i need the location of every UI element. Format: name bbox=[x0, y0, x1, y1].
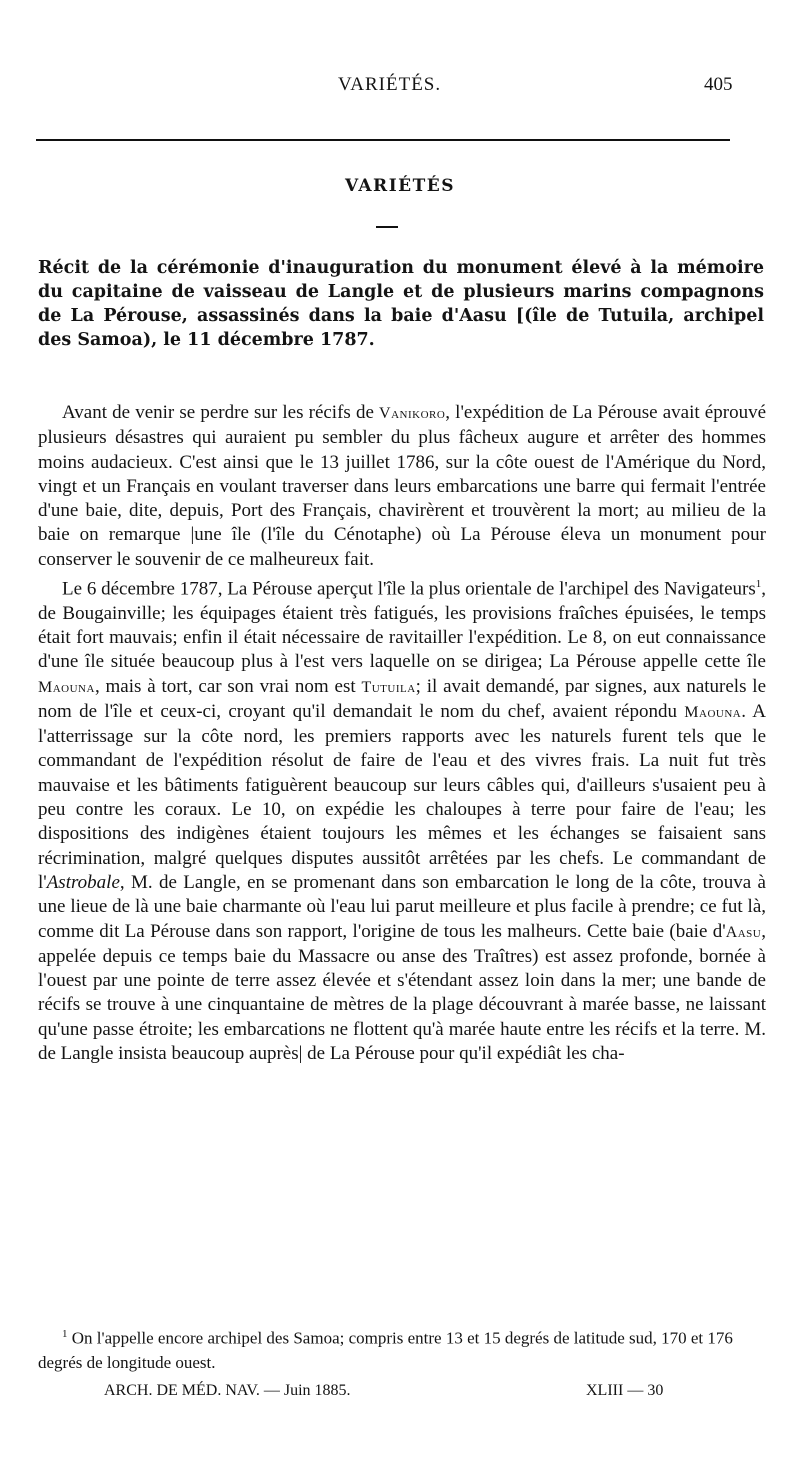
place-name-maouna-2: Maouna bbox=[684, 703, 742, 721]
text-run: , de Bougainville; les équipages étaient très fatigués, les provisions fraîches épuisées, le temps était fort mauvais; enfin il était nécessaire de ravitailler l'expédition. Le 8, on eut connaissance d'une île située beaucoup plus à l'est vers laquelle on se dirigea; La Pérouse appelle cette île bbox=[38, 578, 766, 673]
footnote-mark: 1 bbox=[62, 1328, 68, 1340]
text-run: Avant de venir se perdre sur les récifs de bbox=[62, 402, 380, 423]
text-run: , l'expédition de La Pérouse avait éprouvé plusieurs désastres qui auraient pu sembler du plus fâcheux augure et arrêter des hommes moins audacieux. C'est ainsi que le 13 juillet 1786, sur la côte ouest de l'Amérique du Nord, vingt et un Français en voulant traverser dans leurs embarcations une barre qui fermait l'entrée d'une baie, dite, depuis, Port des Français, chavirèrent et trouvèrent la mort; au milieu de la baie on remarque |une île (l'île du Cénotaphe) où La Pérouse éleva un monument pour conserver le souvenir de ce malheureux fait. bbox=[38, 402, 767, 570]
place-name-vanikoro: Vanikoro bbox=[379, 405, 446, 422]
text-run: , mais à tort, car son vrai nom est bbox=[94, 675, 362, 697]
text-run: , appelée depuis ce temps baie du Massacre ou anse des Traîtres) est assez profonde, bornée à l'ouest par une pointe de terre assez élevée et s'étendant assez loin dans la mer; une bande de récifs se trouve à une cinquantaine de mètres de la plage découvrant à marée basse, ne laissant qu'une passe étroite; les embarcations ne flottent qu'à marée haute entre les récifs et la terre. M. de Langle insista beaucoup auprès| de La Pérouse pour qu'il expédiât les cha- bbox=[38, 920, 766, 1065]
place-name-tutuila: Tutuila bbox=[361, 678, 416, 696]
title-dash bbox=[376, 226, 398, 228]
footer-source: ARCH. DE MÉD. NAV. — Juin 1885. bbox=[104, 1382, 351, 1399]
page-footer bbox=[0, 1382, 800, 1408]
running-head bbox=[0, 72, 800, 102]
footnote bbox=[38, 1322, 766, 1375]
text-run: . A l'atterrissage sur la côte nord, les premiers rapports avec les naturels furent tels que le commandant de l'expédition résolut de faire de l'eau et des vivres frais. La nuit fut très mauvaise et les bâtiments fatiguèrent beaucoup sur leurs câbles qui, d'ailleurs s'usaient peu à peu contre les coraux. Le 10, on expédie les chaloupes à terre pour faire de l'eau; les dispositions des indigènes étaient toujours les mêmes et les échanges se faisaient sans récrimination, malgré quelques disputes aussitôt arrêtées par les chefs. Le commandant de l' bbox=[38, 700, 766, 893]
footer-signature: XLIII — 30 bbox=[586, 1382, 664, 1399]
paragraph-2 bbox=[38, 572, 766, 1066]
text-run: , M. de Langle, en se promenant dans son embarcation le long de la côte, trouva à une lieue de là une baie charmante où l'eau lui parut meilleure et plus facile à prendre; ce fut là, comme dit La Pérouse dans son rapport, l'origine de tous les malheurs. Cette baie (baie d' bbox=[38, 871, 766, 942]
ship-name-astrobale: Astrobale bbox=[46, 871, 120, 893]
place-name-maouna: Maouna bbox=[38, 678, 95, 696]
article-heading: Récit de la cérémonie d'inauguration du monument élevé à la mémoire du capitaine de vaisseau de Langle et de plusieurs marins compagnons de La Pérouse, assassinés dans la baie d'Aasu [(île de Tutuila, archipel des Samoa), le 11 décembre 1787. bbox=[38, 258, 764, 350]
footnote-text: On l'appelle encore archipel des Samoa; compris entre 13 et 15 degrés de latitude sud, 170 et 176 degrés de longitude ouest. bbox=[38, 1328, 733, 1372]
section-title: VARIÉTÉS bbox=[345, 176, 455, 196]
text-run: Le 6 décembre 1787, La Pérouse aperçut l'île la plus orientale de l'archipel des Navigateurs bbox=[62, 578, 756, 600]
text-run: ; il avait demandé, par signes, aux naturels le nom de l'île et ceux-ci, croyant qu'il demandait le nom du chef, avaient répondu bbox=[38, 675, 767, 722]
paragraph-1 bbox=[38, 401, 766, 572]
place-name-aasu: Aasu bbox=[725, 923, 762, 941]
article-body bbox=[38, 401, 766, 1066]
footnote-ref: 1 bbox=[755, 578, 762, 591]
header-rule bbox=[36, 139, 730, 141]
running-head-title: VARIÉTÉS. bbox=[338, 74, 442, 95]
page-number: 405 bbox=[704, 74, 733, 95]
